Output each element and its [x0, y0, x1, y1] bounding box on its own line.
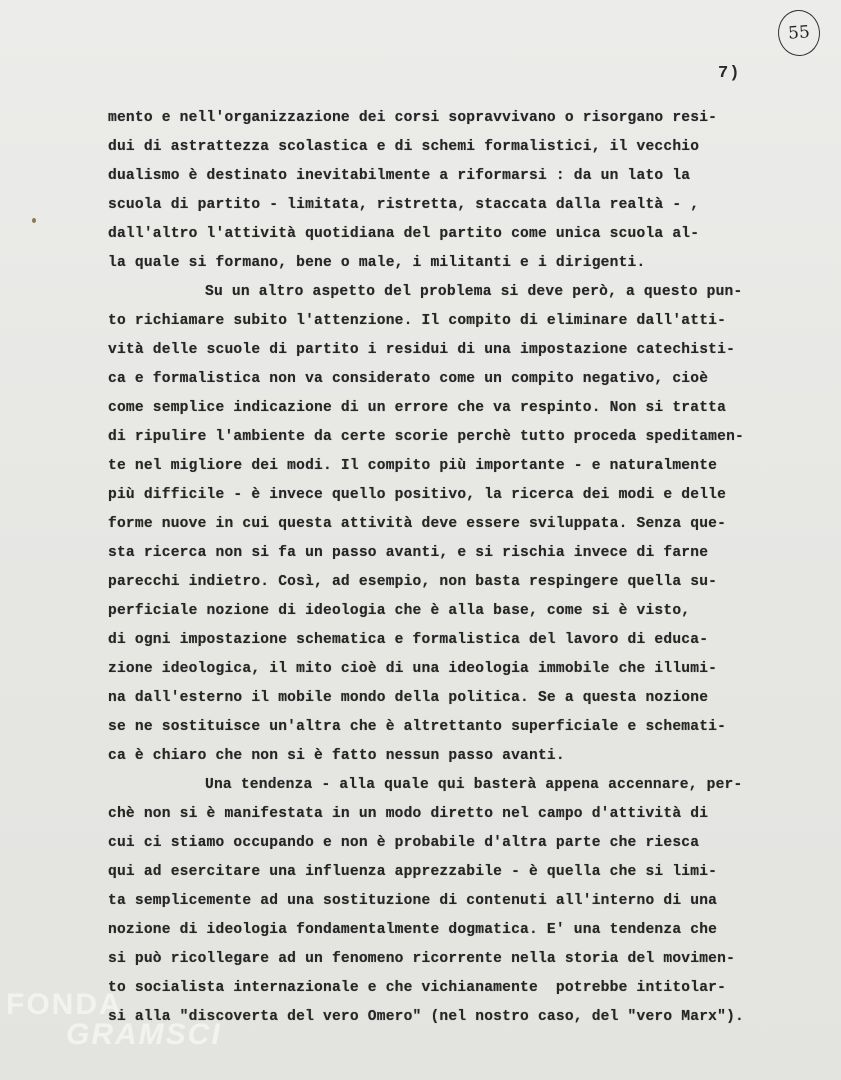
typewritten-body	[108, 104, 828, 1032]
watermark-line-2: GRAMSCI	[66, 1018, 222, 1051]
text-line: se ne sostituisce un'altra che è altrettanto superficiale e schemati-	[108, 719, 727, 735]
text-line: scuola di partito - limitata, ristretta, staccata dalla realtà - ,	[108, 197, 700, 213]
watermark-line-1: FONDA	[6, 988, 123, 1021]
circled-page-number	[776, 9, 821, 58]
text-line: ca è chiaro che non si è fatto nessun passo avanti.	[108, 748, 565, 764]
text-line: perficiale nozione di ideologia che è alla base, come si è visto,	[108, 603, 691, 619]
text-line: chè non si è manifestata in un modo diretto nel campo d'attività di	[108, 806, 709, 822]
text-line: più difficile - è invece quello positivo, la ricerca dei modi e delle	[108, 487, 727, 503]
text-line: to socialista internazionale e che vichianamente potrebbe intitolar-	[108, 980, 727, 996]
section-number: 7)	[718, 64, 741, 83]
text-line: come semplice indicazione di un errore che va respinto. Non si tratta	[108, 400, 727, 416]
text-line: ta semplicemente ad una sostituzione di contenuti all'interno di una	[108, 893, 718, 909]
text-line: te nel migliore dei modi. Il compito più importante - e naturalmente	[108, 458, 718, 474]
text-line: la quale si formano, bene o male, i militanti e i dirigenti.	[108, 255, 646, 271]
text-line: nozione di ideologia fondamentalmente dogmatica. E' una tendenza che	[108, 922, 718, 938]
text-line: si alla "discoverta del vero Omero" (nel nostro caso, del "vero Marx").	[108, 1009, 744, 1025]
circled-page-number-text: 55	[787, 22, 811, 44]
text-line: to richiamare subito l'attenzione. Il compito di eliminare dall'atti-	[108, 313, 727, 329]
paragraph-start-line: Una tendenza - alla quale qui basterà appena accennare, per-	[205, 777, 743, 793]
text-line: di ogni impostazione schematica e formalistica del lavoro di educa-	[108, 632, 709, 648]
text-line: sta ricerca non si fa un passo avanti, e si rischia invece di farne	[108, 545, 709, 561]
text-line: vità delle scuole di partito i residui di una impostazione catechisti-	[108, 342, 736, 358]
text-line: di ripulire l'ambiente da certe scorie perchè tutto proceda speditamen-	[108, 429, 744, 445]
foundation-watermark	[6, 990, 222, 1050]
text-line: na dall'esterno il mobile mondo della politica. Se a questa nozione	[108, 690, 709, 706]
paragraph-start-line: Su un altro aspetto del problema si deve però, a questo pun-	[205, 284, 743, 300]
text-line: ca e formalistica non va considerato come un compito negativo, cioè	[108, 371, 709, 387]
text-line: dall'altro l'attività quotidiana del partito come unica scuola al-	[108, 226, 700, 242]
paper-speck	[32, 218, 36, 223]
text-line: zione ideologica, il mito cioè di una ideologia immobile che illumi-	[108, 661, 718, 677]
text-line: forme nuove in cui questa attività deve essere sviluppata. Senza que-	[108, 516, 727, 532]
text-line: parecchi indietro. Così, ad esempio, non basta respingere quella su-	[108, 574, 718, 590]
text-line: qui ad esercitare una influenza apprezzabile - è quella che si limi-	[108, 864, 718, 880]
text-line: mento e nell'organizzazione dei corsi sopravvivano o risorgano resi-	[108, 110, 718, 126]
text-line: dualismo è destinato inevitabilmente a riformarsi : da un lato la	[108, 168, 691, 184]
text-line: dui di astrattezza scolastica e di schemi formalistici, il vecchio	[108, 139, 700, 155]
text-line: cui ci stiamo occupando e non è probabile d'altra parte che riesca	[108, 835, 700, 851]
text-line: si può ricollegare ad un fenomeno ricorrente nella storia del movimen-	[108, 951, 736, 967]
